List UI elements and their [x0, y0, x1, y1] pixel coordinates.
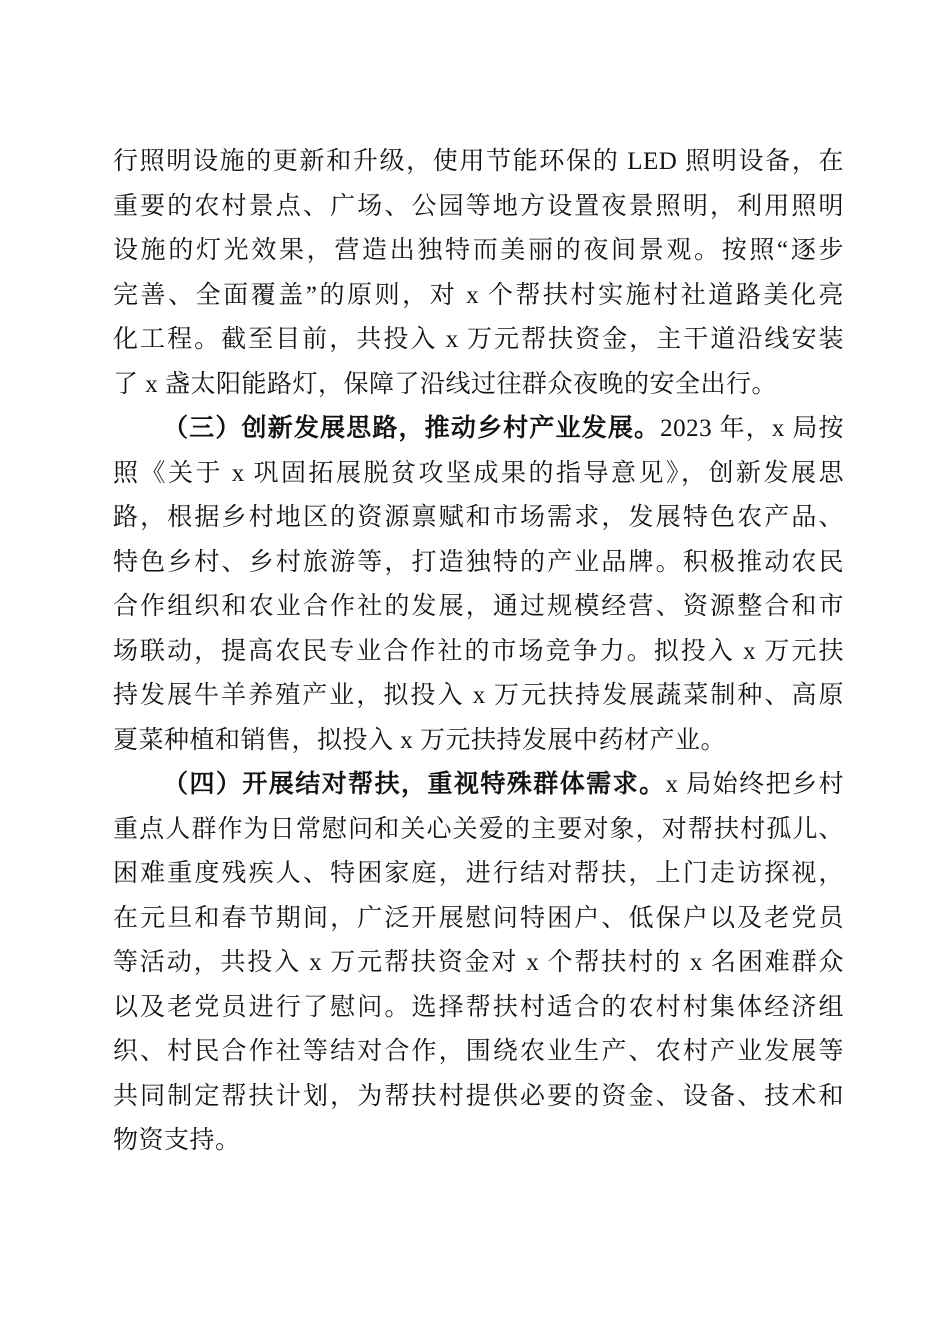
body-text: 重点人群作为日常慰问和关心关爱的主要对象，对帮扶村孤儿、 — [113, 815, 844, 843]
body-text: 完善、全面覆盖”的原则，对 x 个帮扶村实施村社道路美化亮 — [113, 281, 844, 309]
body-text: 等活动，共投入 x 万元帮扶资金对 x 个帮扶村的 x 名困难群众 — [113, 949, 844, 976]
body-text: 织、村民合作社等结对合作，围绕农业生产、农村产业发展等 — [113, 1038, 844, 1065]
body-text: 物资支持。 — [113, 1127, 241, 1154]
text-line — [113, 585, 844, 630]
body-text: 夏菜种植和销售，拟投入 x 万元扶持发展中药材产业。 — [113, 726, 727, 754]
text-line — [113, 452, 844, 497]
text-line — [113, 808, 844, 853]
text-line — [113, 541, 844, 586]
text-line — [113, 363, 844, 408]
body-text: 了 x 盏太阳能路灯，保障了沿线过往群众夜晚的安全出行。 — [113, 370, 778, 398]
body-text: 2023 年，x 局按 — [660, 415, 844, 442]
text-line — [113, 1075, 844, 1120]
text-line — [113, 229, 844, 274]
text-line — [113, 185, 844, 230]
text-line — [113, 763, 844, 808]
body-text: 合作组织和农业合作社的发展，通过规模经营、资源整合和市 — [113, 593, 844, 620]
text-line — [113, 852, 844, 897]
body-text: 设施的灯光效果，营造出独特而美丽的夜间景观。按照“逐步 — [113, 237, 844, 264]
text-line — [113, 986, 844, 1031]
body-text: x 局始终把乡村 — [665, 771, 844, 798]
section-heading: （四）开展结对帮扶，重视特殊群体需求。 — [163, 771, 666, 798]
text-line — [113, 1119, 844, 1164]
body-text: 共同制定帮扶计划，为帮扶村提供必要的资金、设备、技术和 — [113, 1082, 844, 1110]
body-text: 化工程。截至目前，共投入 x 万元帮扶资金，主干道沿线安装 — [113, 326, 844, 353]
text-line — [113, 1030, 844, 1075]
body-text: 以及老党员进行了慰问。选择帮扶村适合的农村村集体经济组 — [113, 993, 844, 1021]
section-heading: （三）创新发展思路，推动乡村产业发展。 — [163, 415, 661, 442]
text-line — [113, 897, 844, 942]
text-line — [113, 140, 844, 185]
body-text: 重要的农村景点、广场、公园等地方设置夜景照明，利用照明 — [113, 192, 844, 220]
text-line — [113, 274, 844, 319]
body-text: 照《关于 x 巩固拓展脱贫攻坚成果的指导意见》，创新发展思 — [113, 459, 844, 487]
body-text: 持发展牛羊养殖产业，拟投入 x 万元扶持发展蔬菜制种、高原 — [113, 682, 844, 709]
text-line — [113, 407, 844, 452]
body-text: 困难重度残疾人、特困家庭，进行结对帮扶，上门走访探视， — [113, 860, 844, 887]
text-line — [113, 941, 844, 986]
text-line — [113, 630, 844, 675]
text-line — [113, 496, 844, 541]
body-text: 特色乡村、乡村旅游等，打造独特的产业品牌。积极推动农民 — [113, 548, 844, 576]
text-line — [113, 318, 844, 363]
text-line — [113, 674, 844, 719]
text-line — [113, 719, 844, 764]
body-text: 行照明设施的更新和升级，使用节能环保的 LED 照明设备，在 — [113, 148, 844, 175]
body-text: 场联动，提高农民专业合作社的市场竞争力。拟投入 x 万元扶 — [113, 637, 844, 665]
body-text: 在元旦和春节期间，广泛开展慰问特困户、低保户以及老党员 — [113, 904, 844, 932]
body-text: 路，根据乡村地区的资源禀赋和市场需求，发展特色农产品、 — [113, 504, 844, 531]
document-body — [113, 140, 844, 1164]
